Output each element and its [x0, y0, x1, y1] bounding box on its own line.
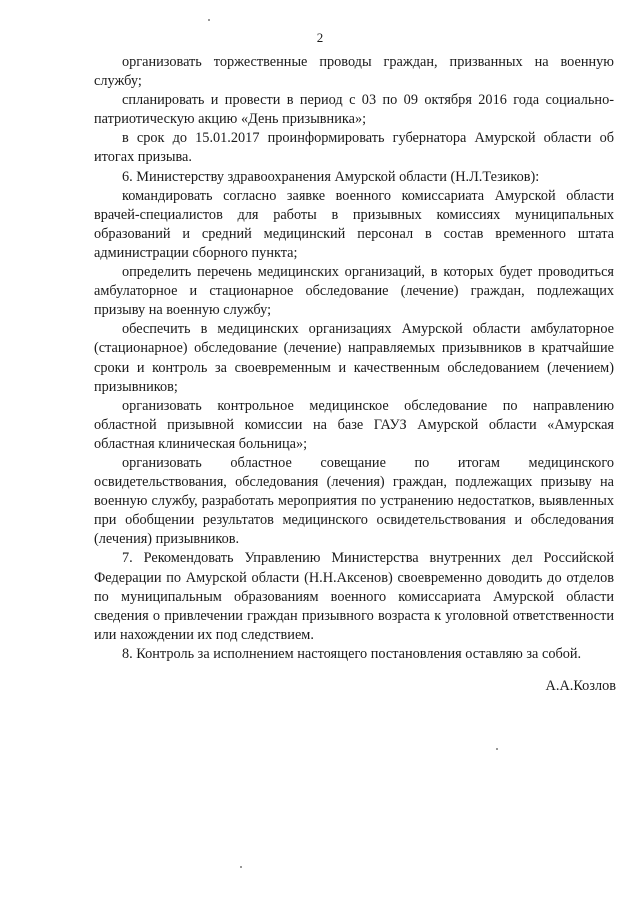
paragraph: командировать согласно заявке военного комиссариата Амурской области врачей-специалистов для работы в призывных комиссиях муниципальных образований и средний медицинский персонал в состав временного штата администрации сборного пункта;	[94, 187, 614, 261]
paragraph: 6. Министерству здравоохранения Амурской области (Н.Л.Тезиков):	[122, 168, 540, 185]
paragraph: в срок до 15.01.2017 проинформировать губернатора Амурской области об итогах призыва.	[94, 130, 614, 166]
scan-speck	[240, 866, 242, 868]
paragraph: обеспечить в медицинских организациях Амурской области амбулаторное (стационарное) обследование (лечение) направляемых призывников в кратчайшие сроки и контроль за своевременным и качественным обследованием (лечением) призывников;	[94, 321, 614, 395]
signature-name: А.А.Козлов	[545, 678, 616, 694]
paragraph: определить перечень медицинских организаций, в которых будет проводиться амбулаторное и стационарное обследование (лечение) граждан, подлежащих призыву на военную службу;	[94, 264, 614, 319]
paragraph: 7. Рекомендовать Управлению Министерства внутренних дел Российской Федерации по Амурской области (Н.Н.Аксенов) своевременно доводить до отделов по муниципальным образованиям военного комиссариата Амурской области сведения о привлечении граждан призывного возраста к уголовной ответственности или нахождении их под следствием.	[94, 550, 614, 643]
page-number: 2	[316, 30, 324, 45]
document-body	[94, 53, 614, 664]
paragraph: организовать торжественные проводы граждан, призванных на военную службу;	[94, 54, 614, 90]
paragraph: 8. Контроль за исполнением настоящего постановления оставляю за собой.	[122, 645, 582, 662]
scan-speck	[496, 748, 498, 750]
paragraph: организовать контрольное медицинское обследование по направлению областной призывной комиссии на базе ГАУЗ Амурской области «Амурская областная клиническая больница»;	[94, 397, 614, 452]
paragraph: организовать областное совещание по итогам медицинского освидетельствования, обследования (лечения) граждан, подлежащих призыву на военную службу, разработать мероприятия по устранению недостатков, выявленных при обобщении результатов медицинского освидетельствования и обследования (лечения) призывников.	[94, 454, 614, 548]
paragraph: спланировать и провести в период с 03 по 09 октября 2016 года социально-патриотическую акцию «День призывника»;	[94, 92, 614, 128]
scan-speck	[208, 19, 210, 21]
